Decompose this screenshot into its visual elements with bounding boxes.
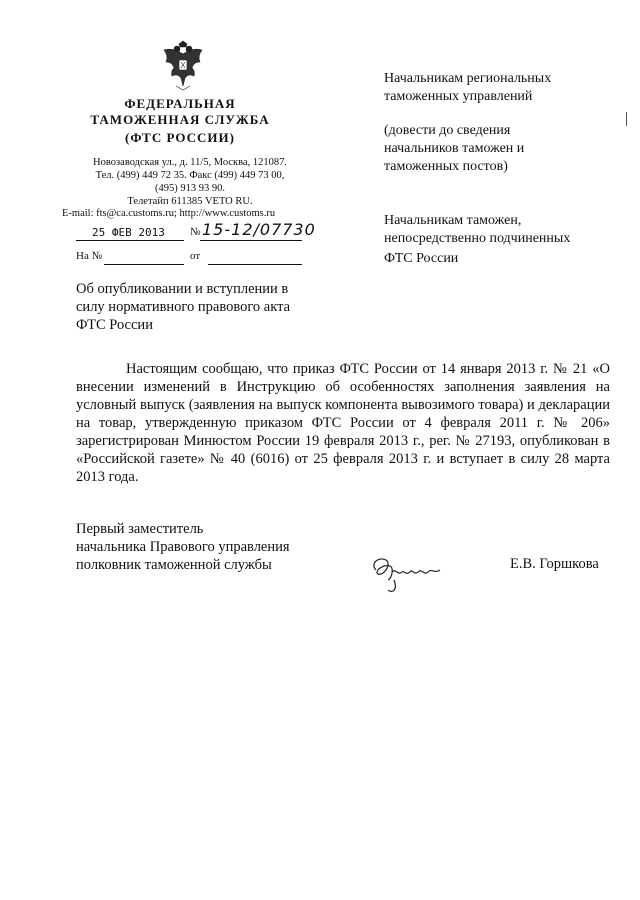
reg-number: 15-12/07730 (202, 220, 316, 239)
signer-name: Е.В. Горшкова (510, 556, 599, 572)
address-line1: Новозаводская ул., д. 11/5, Москва, 121087. (93, 157, 287, 168)
recipient3-line2: непосредственно подчиненных (384, 231, 571, 246)
recipient1-line1: Начальникам региональных (384, 71, 552, 86)
recipient3-line3: ФТС России (384, 251, 459, 266)
recipient3-line1: Начальникам таможен, (384, 213, 522, 228)
recipient2-line1: (довести до сведения (384, 123, 511, 138)
emblem-icon (160, 40, 206, 92)
reg-date: 25 ФЕВ 2013 (92, 226, 165, 239)
subject-line2: силу нормативного правового акта (76, 299, 291, 315)
org-name-line2: ТАМОЖЕННАЯ СЛУЖБА (90, 112, 270, 127)
body-paragraph: Настоящим сообщаю, что приказ ФТС России от 14 января 2013 г. № 21 «О внесении изменений в Инструкцию об особенностях заполнения заявления на условный выпуск (заявления на выпуск компонента вывозимого товара) и декларации на товар, утвержденную приказом ФТС России от 4 февраля 2011 г. № 206» зарегистрирован Минюстом России 19 февраля 2013 г., рег. № 27193, опубликован в «Российской газете» № 40 (6016) от 25 февраля 2013 г. и вступает в силу 28 марта 2013 года. (76, 361, 610, 485)
recipient2-line3: таможенных постов) (384, 159, 508, 174)
subject-line1: Об опубликовании и вступлении в (76, 281, 289, 297)
email-line: E-mail: fts@ca.customs.ru; http://www.customs.ru (62, 208, 276, 219)
reg-no-label: № (190, 226, 201, 238)
margin-mark (626, 112, 627, 126)
signature-title-line3: полковник таможенной службы (76, 557, 272, 573)
recipient1-line2: таможенных управлений (384, 89, 533, 104)
ref-label: На № (76, 250, 103, 262)
subject-line3: ФТС России (76, 317, 153, 333)
address-line2: Тел. (499) 449 72 35. Факс (499) 449 73 00, (95, 170, 285, 181)
address-line4: Телетайп 611385 VETO RU. (127, 196, 253, 207)
org-name-line1: ФЕДЕРАЛЬНАЯ (124, 96, 236, 111)
signature-title-line2: начальника Правового управления (76, 539, 290, 555)
org-name-line3: (ФТС РОССИИ) (125, 130, 235, 145)
recipient2-line2: начальников таможен и (384, 141, 525, 156)
body-text (76, 360, 610, 486)
signature-title-line1: Первый заместитель (76, 521, 204, 537)
ref-from-label: от (190, 250, 201, 262)
signature-icon (368, 550, 458, 596)
subject (76, 280, 316, 334)
signature-title (76, 520, 326, 574)
address-line3: (495) 913 93 90. (155, 183, 225, 194)
